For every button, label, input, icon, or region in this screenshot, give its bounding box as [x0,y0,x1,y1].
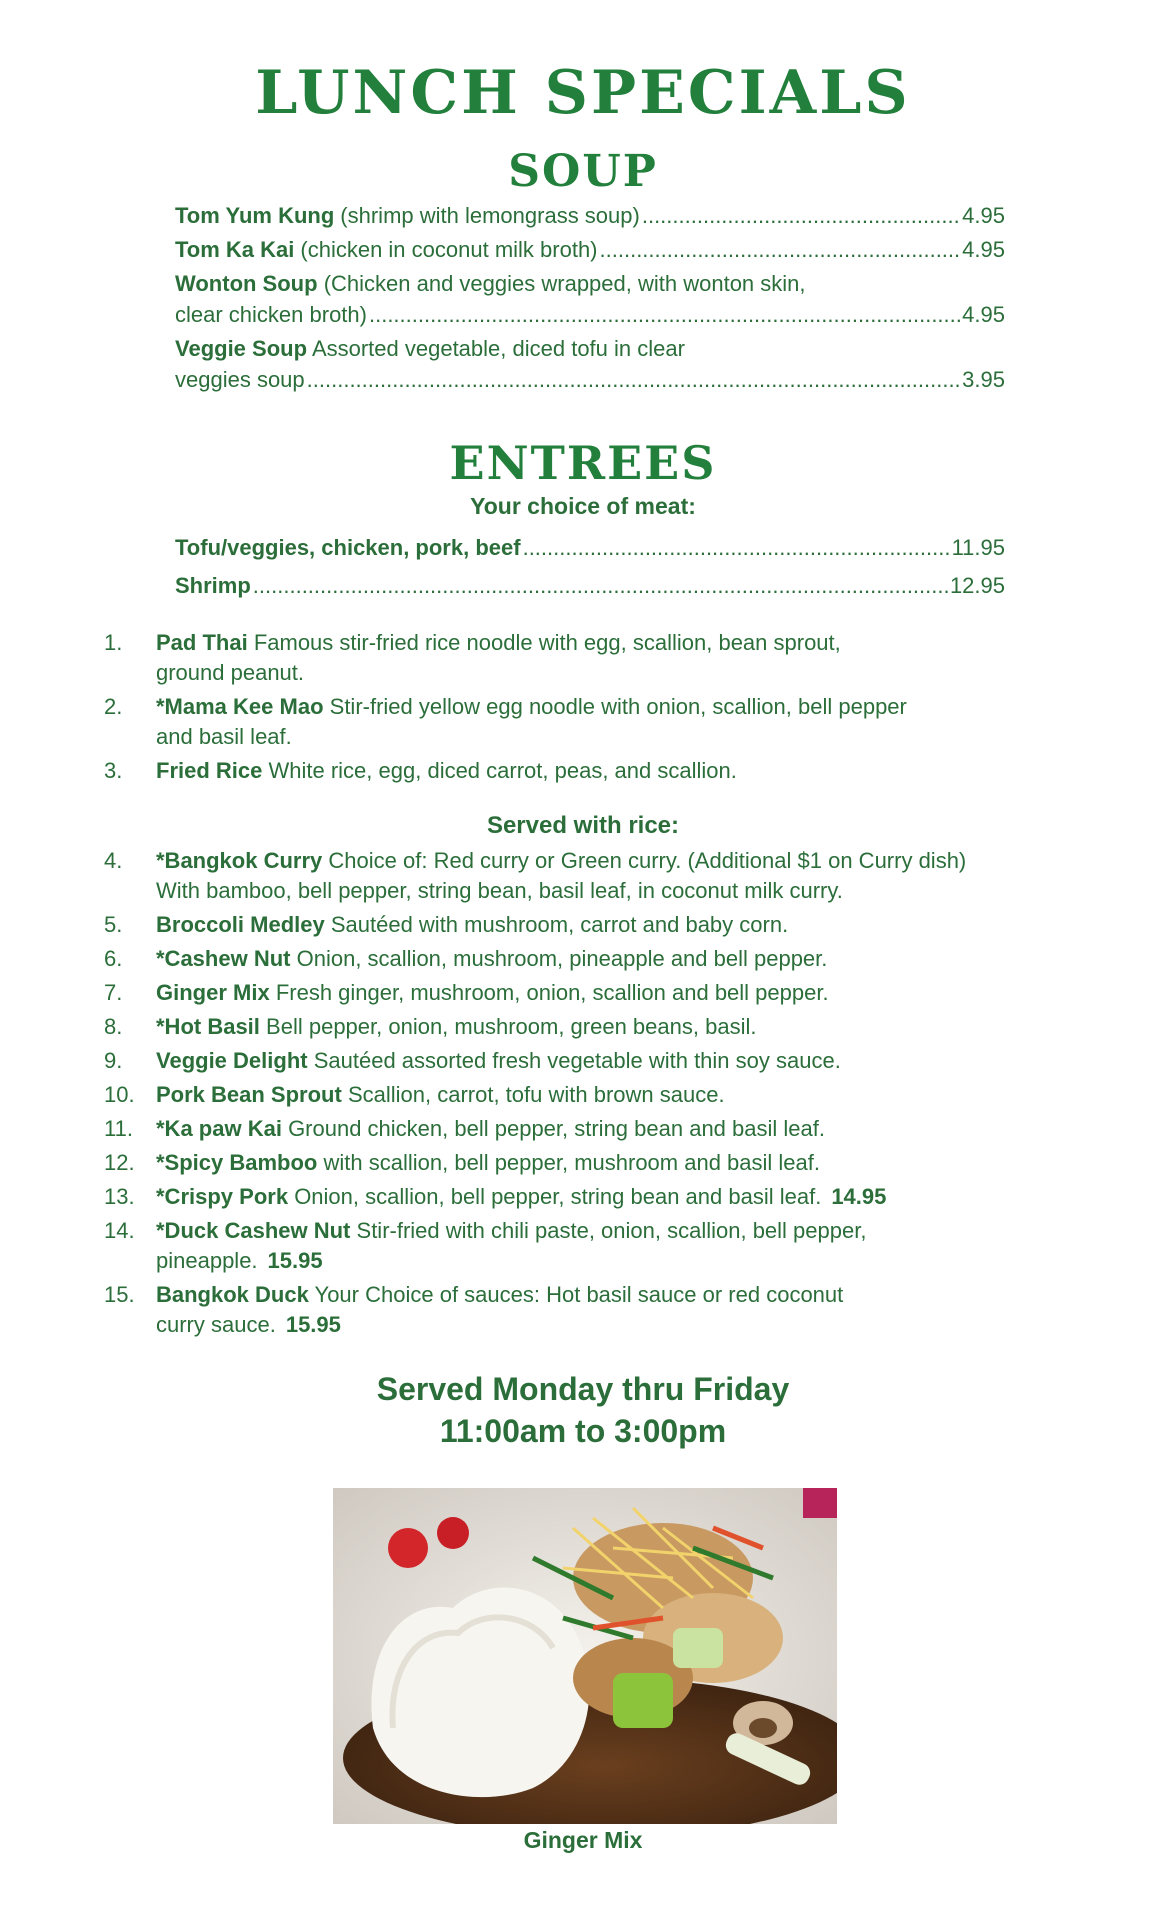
meat-choice-heading: Your choice of meat: [470,493,696,519]
soup-item-name: Wonton Soup [175,271,318,296]
soup-heading: SOUP [508,146,658,197]
item-name: Broccoli Medley [156,912,325,937]
item-number: 13. [104,1184,135,1209]
rice-entree-list [104,846,1084,1344]
item-desc-cont: ground peanut. [156,660,305,685]
leader-dots [523,532,950,563]
list-item [104,1012,1084,1042]
rice-heading: Served with rice: [486,812,680,839]
item-desc: Onion, scallion, bell pepper, string bean and basil leaf. [294,1184,822,1209]
soup-item [175,200,1005,231]
item-desc: Choice of: Red curry or Green curry. (Additional $1 on Curry dish) [328,848,967,873]
page-title: LUNCH SPECIALS [255,58,911,128]
item-name: Fried Rice [156,758,263,783]
served-days: Served Monday thru Friday [376,1371,790,1407]
item-desc: Scallion, carrot, tofu with brown sauce. [347,1082,725,1107]
item-desc: Sautéed with mushroom, carrot and baby corn. [330,912,789,937]
soup-item [175,234,1005,265]
leader-dots [369,299,960,330]
item-name: Ginger Mix [156,980,270,1005]
item-name: *Mama Kee Mao [156,694,324,719]
soup-item-price: 4.95 [962,237,1005,262]
item-name: *Spicy Bamboo [156,1150,318,1175]
ginger-mix-photo [333,1488,837,1824]
soup-item-desc: (shrimp with lemongrass soup) [340,203,640,228]
list-item [104,628,1084,688]
item-price: 15.95 [285,1312,341,1337]
item-desc: with scallion, bell pepper, mushroom and basil leaf. [323,1150,820,1175]
item-number: 6. [104,946,123,971]
item-desc: Bell pepper, onion, mushroom, green beans, basil. [266,1014,757,1039]
item-name: *Cashew Nut [156,946,291,971]
item-number: 8. [104,1014,123,1039]
list-item [104,1148,1084,1178]
list-item [104,1280,1084,1340]
list-item [104,1216,1084,1276]
item-number: 1. [104,630,123,655]
item-name: *Duck Cashew Nut [156,1218,351,1243]
item-name: *Ka paw Kai [156,1116,282,1141]
item-desc: Stir-fried yellow egg noodle with onion, scallion, bell pepper [329,694,907,719]
list-item [104,910,1084,940]
soup-item-price: 3.95 [962,367,1005,392]
list-item [104,846,1084,906]
list-item [104,692,1084,752]
meat-option [175,570,1005,601]
item-name: Pad Thai [156,630,248,655]
item-number: 10. [104,1082,135,1107]
soup-item [175,333,1005,395]
list-item [104,944,1084,974]
soup-item-name: Veggie Soup [175,336,308,361]
soup-item-name: Tom Yum Kung [175,203,335,228]
item-number: 7. [104,980,123,1005]
item-name: *Bangkok Curry [156,848,323,873]
meat-option-price: 11.95 [951,535,1005,560]
item-desc-cont: and basil leaf. [156,724,292,749]
item-desc: Your Choice of sauces: Hot basil sauce or red coconut [314,1282,844,1307]
list-item [104,1046,1084,1076]
served-time: 11:00am to 3:00pm [439,1413,727,1449]
item-number: 5. [104,912,123,937]
list-item [104,1114,1084,1144]
item-desc-cont: curry sauce. [156,1312,276,1337]
leader-dots [642,200,960,231]
meat-option-price: 12.95 [949,573,1005,598]
leader-dots [307,364,961,395]
item-name: *Crispy Pork [156,1184,289,1209]
item-name: *Hot Basil [156,1014,260,1039]
item-desc: Sautéed assorted fresh vegetable with thin soy sauce. [313,1048,841,1073]
item-desc: Onion, scallion, mushroom, pineapple and bell pepper. [296,946,828,971]
list-item [104,756,1084,786]
served-hours [0,1368,1166,1452]
item-desc-cont: pineapple. [156,1248,258,1273]
soup-item-desc: (Chicken and veggies wrapped, with wonton skin, [323,271,806,296]
item-number: 12. [104,1150,135,1175]
soup-item-desc: Assorted vegetable, diced tofu in clear [311,336,685,361]
list-item [104,1182,1084,1212]
soup-item-price: 4.95 [962,203,1005,228]
meat-option-name: Tofu/veggies, chicken, pork, beef [175,535,521,560]
item-desc: Stir-fried with chili paste, onion, scallion, bell pepper, [356,1218,867,1243]
item-desc: Famous stir-fried rice noodle with egg, scallion, bean sprout, [253,630,841,655]
meat-option [175,532,1005,563]
item-number: 11. [104,1116,133,1141]
item-price: 15.95 [267,1248,323,1273]
meat-option-name: Shrimp [175,573,251,598]
dish-photo [333,1488,837,1824]
soup-item [175,268,1005,330]
soup-item-name: Tom Ka Kai [175,237,295,262]
item-name: Veggie Delight [156,1048,308,1073]
meat-price-list [175,532,1005,608]
item-number: 2. [104,694,123,719]
photo-caption: Ginger Mix [523,1827,643,1853]
item-name: Pork Bean Sprout [156,1082,342,1107]
soup-item-price: 4.95 [962,302,1005,327]
soup-item-desc-cont: clear chicken broth) [175,302,367,327]
entrees-heading: ENTREES [449,436,717,490]
soup-item-desc-cont: veggies soup [175,367,305,392]
leader-dots [253,570,948,601]
soup-list [175,200,1005,398]
item-number: 4. [104,848,123,873]
noodle-entree-list [104,628,1084,790]
item-number: 14. [104,1218,135,1243]
list-item [104,978,1084,1008]
item-desc: Ground chicken, bell pepper, string bean and basil leaf. [288,1116,825,1141]
item-number: 3. [104,758,123,783]
leader-dots [600,234,961,265]
item-number: 15. [104,1282,135,1307]
item-desc: Fresh ginger, mushroom, onion, scallion and bell pepper. [275,980,829,1005]
item-price: 14.95 [831,1184,887,1209]
item-name: Bangkok Duck [156,1282,309,1307]
item-desc-cont: With bamboo, bell pepper, string bean, basil leaf, in coconut milk curry. [156,878,843,903]
item-desc: White rice, egg, diced carrot, peas, and scallion. [268,758,737,783]
item-number: 9. [104,1048,123,1073]
list-item [104,1080,1084,1110]
soup-item-desc: (chicken in coconut milk broth) [300,237,598,262]
